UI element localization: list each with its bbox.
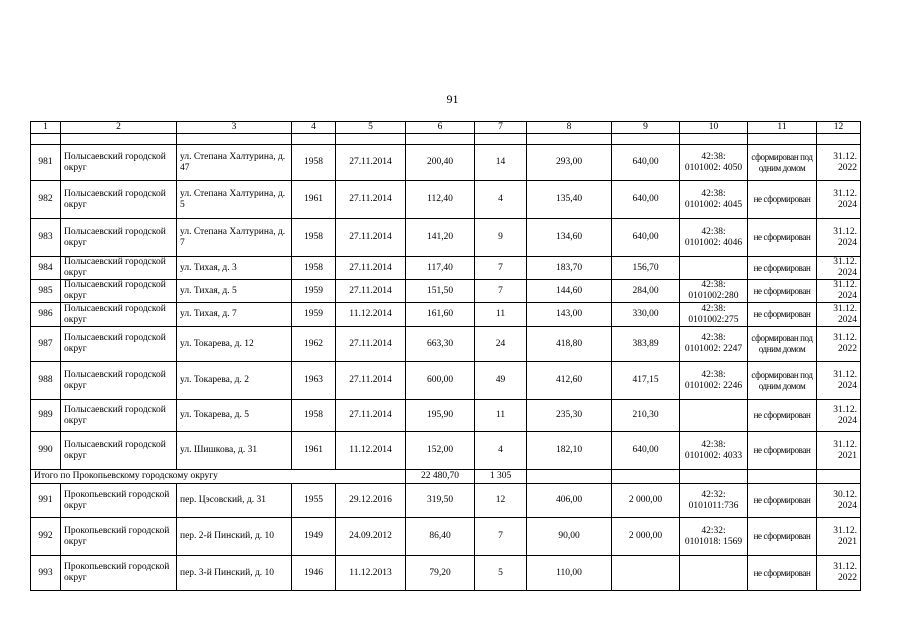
col-num-7: 7 <box>475 122 527 134</box>
cell-c10: 42:38: 0101002:280 <box>680 280 748 303</box>
cell-c10: 42:38: 0101002: 4046 <box>680 219 748 257</box>
cell-c8: 412,60 <box>527 362 612 400</box>
cell-c3: ул. Тихая, д. 7 <box>177 303 292 327</box>
table-row <box>31 556 861 591</box>
cell-c10 <box>680 257 748 280</box>
cell-c1: 993 <box>31 556 61 591</box>
cell-c9: 210,30 <box>612 400 680 432</box>
cell-c10: 42:38: 0101002: 2246 <box>680 362 748 400</box>
cell-c12: 31.12. 2024 <box>817 181 861 219</box>
cell-c9 <box>612 556 680 591</box>
cell-c2: Полысаевский городской округ <box>61 362 177 400</box>
cell-c7: 49 <box>475 362 527 400</box>
cell-c6: 86,40 <box>406 518 475 556</box>
cell-c3: ул. Токарева, д. 5 <box>177 400 292 432</box>
cell-c4: 1961 <box>292 181 336 219</box>
cell-c1: 984 <box>31 257 61 280</box>
cell-c11: не сформирован <box>748 556 817 591</box>
cell-c12: 31.12. 2021 <box>817 518 861 556</box>
cell-c6: 319,50 <box>406 484 475 518</box>
cell-c6: 151,50 <box>406 280 475 303</box>
col-num-8: 8 <box>527 122 612 134</box>
cell-c5: 24.09.2012 <box>336 518 406 556</box>
cell-c10: 42:38: 0101002:275 <box>680 303 748 327</box>
cell-c5: 29.12.2016 <box>336 484 406 518</box>
cell-c4: 1961 <box>292 432 336 470</box>
cell-c11: не сформирован <box>748 400 817 432</box>
cell-c5: 27.11.2014 <box>336 327 406 362</box>
cell-c12: 31.12. 2021 <box>817 432 861 470</box>
cell-c10 <box>680 556 748 591</box>
cell-c6: 600,00 <box>406 362 475 400</box>
cell-c1: 990 <box>31 432 61 470</box>
total-area: 22 480,70 <box>406 470 475 484</box>
cell-c5: 27.11.2014 <box>336 280 406 303</box>
cell-c3: пер. Цэсовский, д. 31 <box>177 484 292 518</box>
table-row <box>31 145 861 181</box>
cell-c11: не сформирован <box>748 303 817 327</box>
cell-c8: 110,00 <box>527 556 612 591</box>
cell-c10: 42:32: 0101011:736 <box>680 484 748 518</box>
table-row <box>31 303 861 327</box>
cell-c6: 141,20 <box>406 219 475 257</box>
column-number-row <box>31 122 861 134</box>
cell-c12: 31.12. 2024 <box>817 219 861 257</box>
cell-c7: 4 <box>475 181 527 219</box>
total-label: Итого по Прокопьевскому городскому округу <box>31 470 406 484</box>
cell-c12: 31.12. 2022 <box>817 327 861 362</box>
cell-c8: 90,00 <box>527 518 612 556</box>
cell-c3: пер. 3-й Пинский, д. 10 <box>177 556 292 591</box>
cell-c11: сформирован под одним домом <box>748 327 817 362</box>
cell-c2: Прокопьевский городской округ <box>61 518 177 556</box>
col-num-1: 1 <box>31 122 61 134</box>
cell-c9: 330,00 <box>612 303 680 327</box>
total-row <box>31 470 861 484</box>
cell-c2: Полысаевский городской округ <box>61 145 177 181</box>
cell-c12: 31.12. 2024 <box>817 400 861 432</box>
cell-c12: 31.12. 2024 <box>817 362 861 400</box>
col-num-11: 11 <box>748 122 817 134</box>
cell-c9: 2 000,00 <box>612 484 680 518</box>
cell-c3: ул. Степана Халтурина, д. 47 <box>177 145 292 181</box>
cell-c6: 117,40 <box>406 257 475 280</box>
cell-c6: 663,30 <box>406 327 475 362</box>
cell-c1: 992 <box>31 518 61 556</box>
cell-c3: ул. Степана Халтурина, д. 5 <box>177 181 292 219</box>
page-number: 91 <box>446 92 459 106</box>
cell-c1: 981 <box>31 145 61 181</box>
cell-c12: 31.12. 2022 <box>817 145 861 181</box>
cell-c9: 640,00 <box>612 219 680 257</box>
cell-c2: Полысаевский городской округ <box>61 432 177 470</box>
cell-c8: 406,00 <box>527 484 612 518</box>
cell-c10: 42:38: 0101002: 4045 <box>680 181 748 219</box>
table-row <box>31 400 861 432</box>
cell-c9: 383,89 <box>612 327 680 362</box>
cell-c10: 42:38: 0101002: 4033 <box>680 432 748 470</box>
cell-c5: 27.11.2014 <box>336 219 406 257</box>
cell-c11: не сформирован <box>748 280 817 303</box>
cell-c5: 27.11.2014 <box>336 257 406 280</box>
col-num-3: 3 <box>177 122 292 134</box>
cell-c7: 12 <box>475 484 527 518</box>
cell-c11: сформирован под одним домом <box>748 145 817 181</box>
cell-c6: 112,40 <box>406 181 475 219</box>
table-row <box>31 484 861 518</box>
cell-c1: 986 <box>31 303 61 327</box>
cell-c10 <box>680 400 748 432</box>
col-num-12: 12 <box>817 122 861 134</box>
cell-c8: 235,30 <box>527 400 612 432</box>
cell-c6: 200,40 <box>406 145 475 181</box>
cell-c8: 143,00 <box>527 303 612 327</box>
cell-c6: 161,60 <box>406 303 475 327</box>
cell-c9: 284,00 <box>612 280 680 303</box>
cell-c9: 2 000,00 <box>612 518 680 556</box>
total-residents: 1 305 <box>475 470 527 484</box>
cell-c11: не сформирован <box>748 181 817 219</box>
cell-c4: 1959 <box>292 280 336 303</box>
cell-c12: 31.12. 2024 <box>817 257 861 280</box>
cell-c4: 1958 <box>292 145 336 181</box>
cell-c3: ул. Токарева, д. 12 <box>177 327 292 362</box>
cell-c8: 418,80 <box>527 327 612 362</box>
cell-c9: 640,00 <box>612 181 680 219</box>
col-num-9: 9 <box>612 122 680 134</box>
cell-c2: Полысаевский городской округ <box>61 219 177 257</box>
cell-c11: не сформирован <box>748 484 817 518</box>
cell-c8: 182,10 <box>527 432 612 470</box>
cell-c1: 985 <box>31 280 61 303</box>
cell-c2: Прокопьевский городской округ <box>61 484 177 518</box>
cell-c5: 11.12.2014 <box>336 303 406 327</box>
cell-c4: 1949 <box>292 518 336 556</box>
cell-c4: 1958 <box>292 257 336 280</box>
cell-c2: Полысаевский городской округ <box>61 181 177 219</box>
cell-c9: 640,00 <box>612 145 680 181</box>
table-row <box>31 327 861 362</box>
cell-c9: 417,15 <box>612 362 680 400</box>
cell-c11: не сформирован <box>748 219 817 257</box>
cell-c6: 79,20 <box>406 556 475 591</box>
cell-c2: Полысаевский городской округ <box>61 280 177 303</box>
cell-c4: 1963 <box>292 362 336 400</box>
table-row <box>31 219 861 257</box>
cell-c3: ул. Степана Халтурина, д. 7 <box>177 219 292 257</box>
spacer-row <box>31 134 861 145</box>
cell-c3: пер. 2-й Пинский, д. 10 <box>177 518 292 556</box>
cell-c4: 1959 <box>292 303 336 327</box>
cell-c8: 135,40 <box>527 181 612 219</box>
cell-c10: 42:32: 0101018: 1569 <box>680 518 748 556</box>
cell-c6: 195,90 <box>406 400 475 432</box>
cell-c10: 42:38: 0101002: 2247 <box>680 327 748 362</box>
cell-c12: 31.12. 2024 <box>817 303 861 327</box>
table-row <box>31 257 861 280</box>
col-num-6: 6 <box>406 122 475 134</box>
cell-c11: не сформирован <box>748 257 817 280</box>
cell-c7: 11 <box>475 400 527 432</box>
cell-c10: 42:38: 0101002: 4050 <box>680 145 748 181</box>
cell-c4: 1962 <box>292 327 336 362</box>
cell-c9: 640,00 <box>612 432 680 470</box>
cell-c1: 987 <box>31 327 61 362</box>
cell-c1: 983 <box>31 219 61 257</box>
table-row <box>31 432 861 470</box>
cell-c7: 4 <box>475 432 527 470</box>
cell-c7: 14 <box>475 145 527 181</box>
cell-c2: Полысаевский городской округ <box>61 400 177 432</box>
housing-register-table <box>30 121 861 591</box>
cell-c3: ул. Токарева, д. 2 <box>177 362 292 400</box>
cell-c4: 1958 <box>292 400 336 432</box>
cell-c1: 989 <box>31 400 61 432</box>
cell-c8: 134,60 <box>527 219 612 257</box>
cell-c6: 152,00 <box>406 432 475 470</box>
cell-c7: 9 <box>475 219 527 257</box>
cell-c11: сформирован под одним домом <box>748 362 817 400</box>
cell-c5: 27.11.2014 <box>336 362 406 400</box>
cell-c3: ул. Тихая, д. 5 <box>177 280 292 303</box>
cell-c2: Полысаевский городской округ <box>61 257 177 280</box>
cell-c11: не сформирован <box>748 432 817 470</box>
cell-c2: Прокопьевский городской округ <box>61 556 177 591</box>
col-num-4: 4 <box>292 122 336 134</box>
table-body <box>31 122 861 591</box>
col-num-5: 5 <box>336 122 406 134</box>
cell-c3: ул. Тихая, д. 3 <box>177 257 292 280</box>
cell-c7: 5 <box>475 556 527 591</box>
cell-c1: 982 <box>31 181 61 219</box>
cell-c5: 27.11.2014 <box>336 145 406 181</box>
cell-c7: 7 <box>475 257 527 280</box>
cell-c4: 1946 <box>292 556 336 591</box>
cell-c5: 11.12.2013 <box>336 556 406 591</box>
cell-c7: 24 <box>475 327 527 362</box>
cell-c2: Полысаевский городской округ <box>61 303 177 327</box>
cell-c12: 31.12. 2024 <box>817 280 861 303</box>
cell-c11: не сформирован <box>748 518 817 556</box>
col-num-10: 10 <box>680 122 748 134</box>
cell-c8: 144,60 <box>527 280 612 303</box>
cell-c3: ул. Шишкова, д. 31 <box>177 432 292 470</box>
cell-c8: 183,70 <box>527 257 612 280</box>
cell-c9: 156,70 <box>612 257 680 280</box>
cell-c2: Полысаевский городской округ <box>61 327 177 362</box>
cell-c5: 27.11.2014 <box>336 181 406 219</box>
cell-c4: 1955 <box>292 484 336 518</box>
cell-c1: 988 <box>31 362 61 400</box>
cell-c7: 7 <box>475 518 527 556</box>
cell-c1: 991 <box>31 484 61 518</box>
cell-c7: 7 <box>475 280 527 303</box>
cell-c7: 11 <box>475 303 527 327</box>
cell-c5: 27.11.2014 <box>336 400 406 432</box>
cell-c12: 31.12. 2022 <box>817 556 861 591</box>
cell-c12: 30.12. 2024 <box>817 484 861 518</box>
cell-c8: 293,00 <box>527 145 612 181</box>
cell-c4: 1958 <box>292 219 336 257</box>
table-row <box>31 518 861 556</box>
table-row <box>31 362 861 400</box>
cell-c5: 11.12.2014 <box>336 432 406 470</box>
table-row <box>31 280 861 303</box>
table-row <box>31 181 861 219</box>
col-num-2: 2 <box>61 122 177 134</box>
